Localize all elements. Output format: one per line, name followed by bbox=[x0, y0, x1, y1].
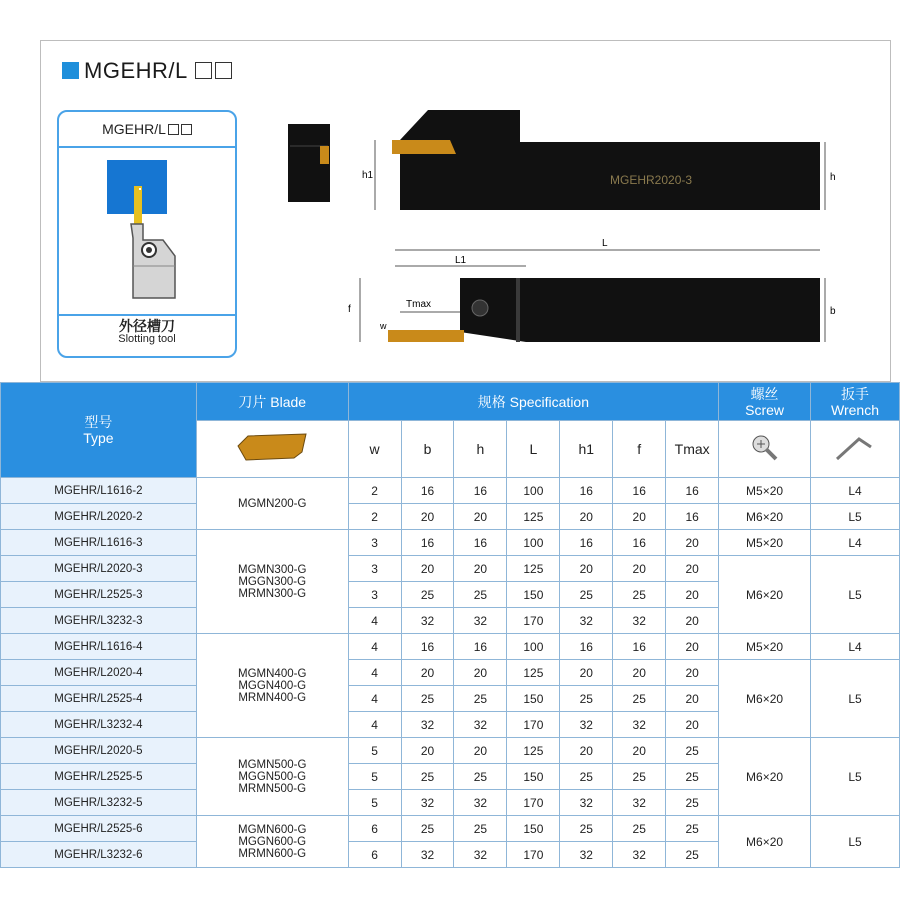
spec-cell-f: 20 bbox=[613, 738, 666, 764]
screw-icon bbox=[750, 433, 780, 463]
spec-cell-f: 16 bbox=[613, 530, 666, 556]
col-h: h bbox=[454, 421, 507, 478]
spec-cell-b: 25 bbox=[401, 582, 454, 608]
type-cell: MGEHR/L2525-3 bbox=[1, 582, 197, 608]
spec-cell-b: 20 bbox=[401, 738, 454, 764]
screw-cell: M6×20 bbox=[719, 556, 811, 634]
header-blade: 刀片 Blade bbox=[196, 383, 348, 421]
spec-cell-tmax: 20 bbox=[666, 686, 719, 712]
spec-cell-w: 4 bbox=[348, 712, 401, 738]
tool-card bbox=[57, 110, 237, 358]
technical-drawing bbox=[280, 110, 840, 360]
spec-cell-tmax: 20 bbox=[666, 530, 719, 556]
spec-cell-tmax: 25 bbox=[666, 790, 719, 816]
spec-cell-tmax: 16 bbox=[666, 478, 719, 504]
spec-cell-w: 5 bbox=[348, 790, 401, 816]
spec-cell-L: 150 bbox=[507, 816, 560, 842]
wrench-cell: L5 bbox=[811, 504, 900, 530]
spec-cell-L: 170 bbox=[507, 842, 560, 868]
blade-cell bbox=[196, 816, 348, 868]
spec-cell-tmax: 20 bbox=[666, 712, 719, 738]
blade-cell bbox=[196, 530, 348, 634]
spec-cell-h: 16 bbox=[454, 634, 507, 660]
dim-L1: L1 bbox=[455, 255, 467, 266]
wrench-cell: L5 bbox=[811, 738, 900, 816]
blade-name: MGMN600-G bbox=[238, 823, 307, 836]
screw-image bbox=[719, 421, 811, 478]
spec-cell-tmax: 25 bbox=[666, 764, 719, 790]
spec-cell-L: 150 bbox=[507, 686, 560, 712]
col-w: w bbox=[348, 421, 401, 478]
spec-cell-h: 25 bbox=[454, 582, 507, 608]
spec-cell-f: 32 bbox=[613, 790, 666, 816]
spec-cell-w: 5 bbox=[348, 738, 401, 764]
spec-cell-tmax: 20 bbox=[666, 634, 719, 660]
spec-cell-tmax: 20 bbox=[666, 660, 719, 686]
top-view-insert bbox=[388, 330, 464, 342]
spec-cell-b: 32 bbox=[401, 790, 454, 816]
spec-cell-tmax: 20 bbox=[666, 582, 719, 608]
dim-f: f bbox=[348, 304, 351, 315]
spec-cell-h: 32 bbox=[454, 842, 507, 868]
spec-cell-f: 20 bbox=[613, 660, 666, 686]
spec-cell-tmax: 25 bbox=[666, 816, 719, 842]
screw-cell: M6×20 bbox=[719, 738, 811, 816]
spec-cell-f: 25 bbox=[613, 582, 666, 608]
spec-cell-h1: 16 bbox=[560, 634, 613, 660]
spec-cell-f: 32 bbox=[613, 608, 666, 634]
slotting-tool-illustration bbox=[59, 148, 235, 320]
spec-cell-w: 4 bbox=[348, 686, 401, 712]
wrench-cell: L4 bbox=[811, 530, 900, 556]
blade-cell bbox=[196, 738, 348, 816]
type-cell: MGEHR/L3232-5 bbox=[1, 790, 197, 816]
wrench-cell: L5 bbox=[811, 816, 900, 868]
spec-cell-f: 32 bbox=[613, 842, 666, 868]
dim-b: b bbox=[830, 306, 836, 317]
spec-cell-h1: 25 bbox=[560, 816, 613, 842]
table-row bbox=[1, 478, 900, 504]
wrench-cell: L4 bbox=[811, 634, 900, 660]
spec-cell-h: 25 bbox=[454, 686, 507, 712]
spec-cell-L: 150 bbox=[507, 764, 560, 790]
spec-cell-L: 100 bbox=[507, 634, 560, 660]
spec-cell-h1: 20 bbox=[560, 660, 613, 686]
screw-cell: M5×20 bbox=[719, 634, 811, 660]
tool-marking: MGEHR2020-3 bbox=[610, 173, 693, 187]
spec-cell-h1: 32 bbox=[560, 608, 613, 634]
blade-insert-icon bbox=[232, 428, 312, 468]
table-row bbox=[1, 530, 900, 556]
spec-cell-f: 25 bbox=[613, 764, 666, 790]
spec-cell-h1: 16 bbox=[560, 530, 613, 556]
blade-name: MGGN500-G bbox=[238, 770, 307, 783]
spec-cell-w: 4 bbox=[348, 608, 401, 634]
spec-cell-tmax: 16 bbox=[666, 504, 719, 530]
table-row bbox=[1, 556, 900, 582]
blade-name: MGGN600-G bbox=[238, 835, 307, 848]
spec-cell-h: 32 bbox=[454, 608, 507, 634]
spec-cell-w: 6 bbox=[348, 816, 401, 842]
dim-h: h bbox=[830, 172, 836, 183]
table-row bbox=[1, 816, 900, 842]
spec-cell-tmax: 25 bbox=[666, 842, 719, 868]
spec-cell-h1: 20 bbox=[560, 738, 613, 764]
header-wrench: 扳手 Wrench bbox=[811, 383, 900, 421]
type-cell: MGEHR/L3232-3 bbox=[1, 608, 197, 634]
spec-cell-b: 25 bbox=[401, 764, 454, 790]
col-tmax: Tmax bbox=[666, 421, 719, 478]
spec-cell-b: 16 bbox=[401, 634, 454, 660]
screw-cell: M5×20 bbox=[719, 478, 811, 504]
blade-name: MGMN200-G bbox=[238, 497, 307, 510]
blade-cell bbox=[196, 634, 348, 738]
tool-front-view bbox=[400, 110, 820, 210]
spec-cell-h: 25 bbox=[454, 764, 507, 790]
spec-cell-L: 125 bbox=[507, 556, 560, 582]
type-cell: MGEHR/L2525-5 bbox=[1, 764, 197, 790]
spec-cell-w: 2 bbox=[348, 504, 401, 530]
spec-cell-w: 3 bbox=[348, 530, 401, 556]
spec-cell-h: 16 bbox=[454, 478, 507, 504]
table-row bbox=[1, 738, 900, 764]
type-cell: MGEHR/L2525-6 bbox=[1, 816, 197, 842]
spec-cell-b: 20 bbox=[401, 504, 454, 530]
header-screw: 螺丝 Screw bbox=[719, 383, 811, 421]
blade-insert-image bbox=[196, 421, 348, 478]
wrench-cell: L5 bbox=[811, 556, 900, 634]
type-cell: MGEHR/L2525-4 bbox=[1, 686, 197, 712]
spec-cell-f: 16 bbox=[613, 478, 666, 504]
blade-name: MRMN400-G bbox=[238, 691, 307, 704]
type-cell: MGEHR/L3232-6 bbox=[1, 842, 197, 868]
type-cell: MGEHR/L1616-4 bbox=[1, 634, 197, 660]
blade-name: MGGN300-G bbox=[238, 575, 307, 588]
spec-cell-L: 170 bbox=[507, 790, 560, 816]
header-type: 型号 Type bbox=[1, 383, 197, 478]
spec-cell-h: 20 bbox=[454, 660, 507, 686]
spec-cell-L: 100 bbox=[507, 478, 560, 504]
type-cell: MGEHR/L2020-5 bbox=[1, 738, 197, 764]
blade-name: MGMN500-G bbox=[238, 758, 307, 771]
type-cell: MGEHR/L2020-3 bbox=[1, 556, 197, 582]
dim-w: w bbox=[380, 321, 387, 331]
spec-cell-h1: 32 bbox=[560, 790, 613, 816]
type-cell: MGEHR/L1616-3 bbox=[1, 530, 197, 556]
spec-cell-w: 6 bbox=[348, 842, 401, 868]
blade-cell bbox=[196, 478, 348, 530]
spec-cell-w: 4 bbox=[348, 634, 401, 660]
spec-cell-h1: 25 bbox=[560, 686, 613, 712]
spec-cell-L: 170 bbox=[507, 608, 560, 634]
spec-cell-L: 125 bbox=[507, 660, 560, 686]
dim-Tmax: Tmax bbox=[406, 299, 431, 310]
title-square-icon bbox=[62, 62, 79, 79]
table-row bbox=[1, 634, 900, 660]
page-title: MGEHR/L bbox=[62, 58, 232, 84]
type-cell: MGEHR/L1616-2 bbox=[1, 478, 197, 504]
spec-cell-L: 125 bbox=[507, 738, 560, 764]
spec-cell-b: 20 bbox=[401, 556, 454, 582]
spec-cell-h1: 32 bbox=[560, 842, 613, 868]
spec-cell-b: 32 bbox=[401, 842, 454, 868]
spec-cell-h: 32 bbox=[454, 790, 507, 816]
blade-name: MGMN300-G bbox=[238, 563, 307, 576]
blade-name: MRMN600-G bbox=[238, 847, 307, 860]
table-row bbox=[1, 660, 900, 686]
spec-cell-h1: 20 bbox=[560, 504, 613, 530]
blade-name: MRMN500-G bbox=[238, 782, 307, 795]
wrench-cell: L5 bbox=[811, 660, 900, 738]
spec-cell-h1: 32 bbox=[560, 712, 613, 738]
spec-cell-h: 20 bbox=[454, 738, 507, 764]
spec-cell-h: 16 bbox=[454, 530, 507, 556]
spec-cell-h: 25 bbox=[454, 816, 507, 842]
screw-cell: M6×20 bbox=[719, 816, 811, 868]
spec-cell-tmax: 20 bbox=[666, 556, 719, 582]
end-view-insert bbox=[320, 146, 329, 164]
spec-cell-L: 100 bbox=[507, 530, 560, 556]
col-f: f bbox=[613, 421, 666, 478]
spec-cell-b: 32 bbox=[401, 712, 454, 738]
screw-cell: M6×20 bbox=[719, 504, 811, 530]
col-L: L bbox=[507, 421, 560, 478]
spec-cell-h: 20 bbox=[454, 504, 507, 530]
dim-h1: h1 bbox=[362, 170, 374, 181]
screw-cell: M5×20 bbox=[719, 530, 811, 556]
header-spec: 规格 Specification bbox=[348, 383, 718, 421]
spec-cell-h1: 16 bbox=[560, 478, 613, 504]
spec-cell-f: 25 bbox=[613, 686, 666, 712]
spec-cell-f: 32 bbox=[613, 712, 666, 738]
blade-name: MGGN400-G bbox=[238, 679, 307, 692]
spec-cell-h1: 20 bbox=[560, 556, 613, 582]
spec-cell-b: 16 bbox=[401, 478, 454, 504]
spec-cell-b: 20 bbox=[401, 660, 454, 686]
spec-cell-L: 125 bbox=[507, 504, 560, 530]
screw-cell: M6×20 bbox=[719, 660, 811, 738]
spec-cell-f: 20 bbox=[613, 504, 666, 530]
blade-name: MRMN300-G bbox=[238, 587, 307, 600]
spec-cell-h1: 25 bbox=[560, 582, 613, 608]
col-h1: h1 bbox=[560, 421, 613, 478]
col-b: b bbox=[401, 421, 454, 478]
spec-cell-b: 25 bbox=[401, 816, 454, 842]
spec-cell-w: 2 bbox=[348, 478, 401, 504]
spec-cell-tmax: 25 bbox=[666, 738, 719, 764]
spec-table bbox=[0, 382, 900, 868]
spec-cell-h: 32 bbox=[454, 712, 507, 738]
card-header: MGEHR/L bbox=[59, 112, 235, 148]
wrench-icon bbox=[833, 433, 877, 463]
spec-cell-L: 150 bbox=[507, 582, 560, 608]
title-boxes bbox=[192, 58, 232, 84]
spec-cell-h1: 25 bbox=[560, 764, 613, 790]
type-cell: MGEHR/L2020-4 bbox=[1, 660, 197, 686]
spec-cell-w: 5 bbox=[348, 764, 401, 790]
front-view-insert bbox=[392, 140, 456, 154]
type-cell: MGEHR/L3232-4 bbox=[1, 712, 197, 738]
spec-cell-w: 3 bbox=[348, 556, 401, 582]
table-row bbox=[1, 504, 900, 530]
spec-cell-f: 25 bbox=[613, 816, 666, 842]
tool-top-view bbox=[460, 278, 820, 342]
spec-cell-tmax: 20 bbox=[666, 608, 719, 634]
spec-cell-b: 32 bbox=[401, 608, 454, 634]
dim-L: L bbox=[602, 238, 608, 249]
spec-cell-b: 16 bbox=[401, 530, 454, 556]
spec-cell-b: 25 bbox=[401, 686, 454, 712]
wrench-image bbox=[811, 421, 900, 478]
spec-cell-w: 4 bbox=[348, 660, 401, 686]
spec-cell-h: 20 bbox=[454, 556, 507, 582]
spec-cell-L: 170 bbox=[507, 712, 560, 738]
spec-cell-f: 16 bbox=[613, 634, 666, 660]
card-footer: 外径槽刀 Slotting tool bbox=[59, 314, 235, 356]
wrench-cell: L4 bbox=[811, 478, 900, 504]
type-cell: MGEHR/L2020-2 bbox=[1, 504, 197, 530]
blade-name: MGMN400-G bbox=[238, 667, 307, 680]
spec-cell-w: 3 bbox=[348, 582, 401, 608]
spec-cell-f: 20 bbox=[613, 556, 666, 582]
